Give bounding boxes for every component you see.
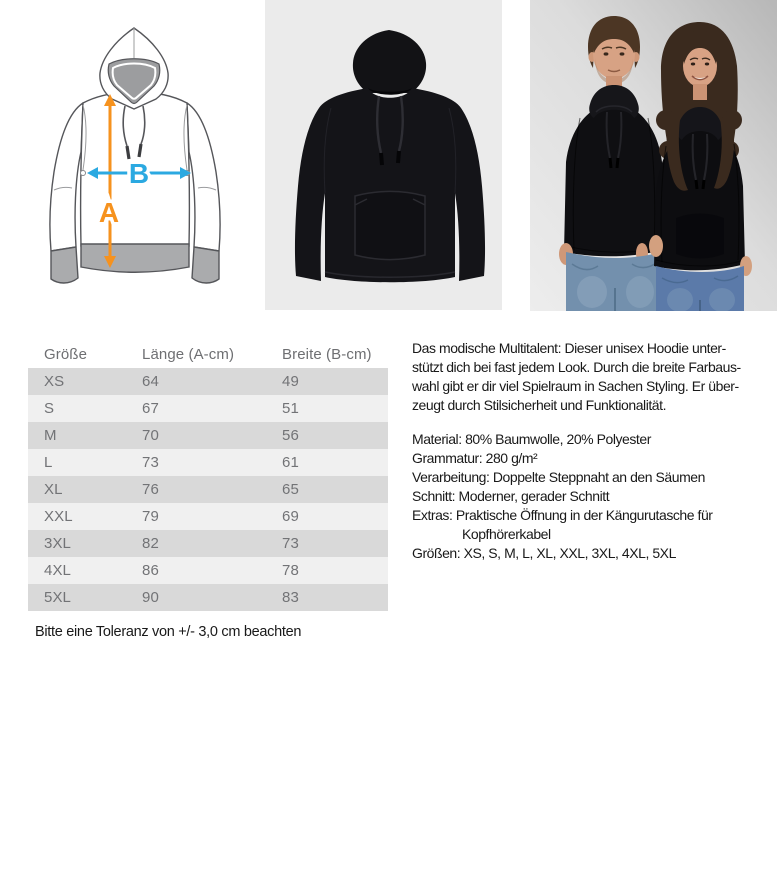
product-specs	[412, 430, 777, 563]
size-cell: XL	[44, 481, 63, 498]
size-cell: 83	[282, 589, 299, 606]
size-cell: 73	[142, 454, 159, 471]
intro-line: stützt dich bei fast jedem Look. Durch die breite Farbaus-	[412, 359, 741, 375]
size-row	[28, 476, 388, 503]
size-cell: 90	[142, 589, 159, 606]
size-cell: 79	[142, 508, 159, 525]
size-row	[28, 422, 388, 449]
size-cell: 70	[142, 427, 159, 444]
spec-line: Material: 80% Baumwolle, 20% Polyester	[412, 431, 651, 447]
models-photo-image	[530, 0, 777, 311]
size-cell: 5XL	[44, 589, 71, 606]
column-header: Breite (B-cm)	[266, 340, 388, 368]
size-row	[28, 449, 388, 476]
woman-kangaroo-pocket	[676, 214, 724, 259]
spec-line: Verarbeitung: Doppelte Steppnaht an den Säumen	[412, 469, 705, 485]
size-row	[28, 395, 388, 422]
spec-line: Schnitt: Moderner, gerader Schnitt	[412, 488, 610, 504]
size-cell: XS	[44, 373, 65, 390]
spec-line: Grammatur: 280 g/m²	[412, 450, 538, 466]
size-row	[28, 503, 388, 530]
size-cell: L	[44, 454, 53, 471]
product-description	[412, 339, 777, 563]
spec-line: Extras: Praktische Öffnung in der Kängurutasche für	[412, 507, 713, 523]
diagram-hem-band	[81, 244, 189, 272]
size-row	[28, 557, 388, 584]
product-intro	[412, 339, 777, 415]
intro-line: wahl gibt er dir viel Spielraum in Sachen Styling. Er über-	[412, 378, 739, 394]
size-cell: 82	[142, 535, 159, 552]
hoodie-measurement-diagram	[20, 10, 250, 310]
width-label: B	[128, 158, 150, 189]
size-cell: 76	[142, 481, 159, 498]
size-cell: 64	[142, 373, 159, 390]
size-table-body	[28, 368, 388, 611]
intro-line: Das modische Multitalent: Dieser unisex Hoodie unter-	[412, 340, 726, 356]
size-cell: 3XL	[44, 535, 71, 552]
black-hoodie-photo	[265, 0, 502, 310]
size-cell: 4XL	[44, 562, 71, 579]
intro-line: zeugt durch Stilsicherheit und Funktionalität.	[412, 397, 667, 413]
size-cell: 86	[142, 562, 159, 579]
size-cell: 69	[282, 508, 299, 525]
size-diagram-image	[20, 10, 250, 310]
size-table-header-row	[28, 340, 388, 368]
woman-hand	[649, 235, 663, 257]
product-photo-image	[265, 0, 502, 310]
size-cell: 78	[282, 562, 299, 579]
photo-kangaroo-pocket	[355, 192, 425, 260]
size-cell: 51	[282, 400, 299, 417]
size-cell: M	[44, 427, 57, 444]
column-header: Größe	[28, 340, 126, 368]
size-row	[28, 368, 388, 395]
size-cell: S	[44, 400, 55, 417]
size-cell: 65	[282, 481, 299, 498]
size-row	[28, 584, 388, 611]
size-cell: 56	[282, 427, 299, 444]
woman-neck	[693, 84, 707, 100]
spec-line: Größen: XS, S, M, L, XL, XXL, 3XL, 4XL, 5XL	[412, 545, 676, 561]
size-row	[28, 530, 388, 557]
size-cell: 67	[142, 400, 159, 417]
column-header: Länge (A-cm)	[126, 340, 266, 368]
models-photo	[530, 0, 777, 311]
size-cell: 73	[282, 535, 299, 552]
length-label: A	[98, 197, 120, 228]
spec-line: Kopfhörerkabel	[462, 526, 551, 542]
size-cell: 49	[282, 373, 299, 390]
size-table	[28, 340, 388, 611]
size-cell: XXL	[44, 508, 73, 525]
size-cell: 61	[282, 454, 299, 471]
tolerance-note: Bitte eine Toleranz von +/- 3,0 cm beachten	[35, 624, 302, 640]
